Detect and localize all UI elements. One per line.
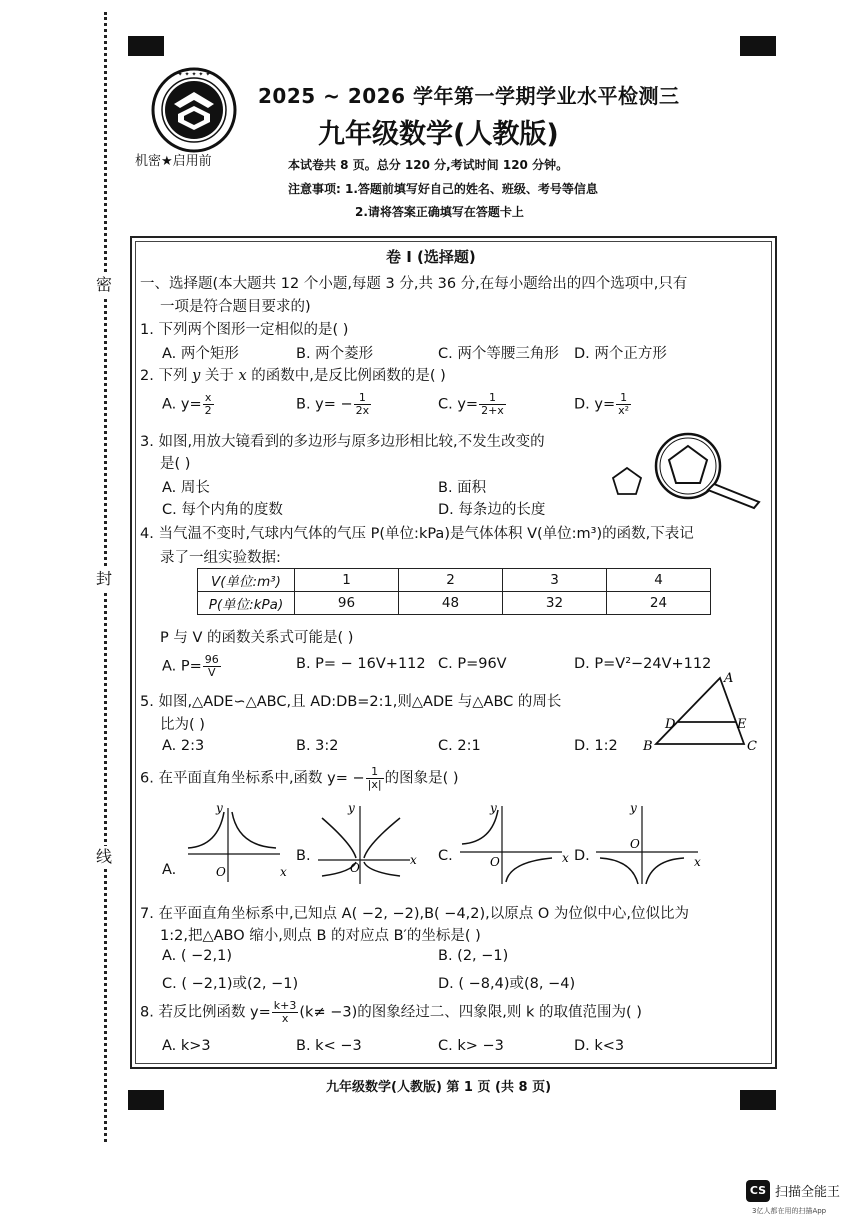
q4-stem-3: P 与 V 的函数关系式可能是( ) [160,630,354,646]
q7-option-d: D. ( −8,4)或(8, −4) [438,976,576,992]
q6-option-a[interactable]: A. [162,862,177,878]
q4-option-c: C. P=96V [438,656,507,672]
q8-option-d: D. k<3 [574,1038,625,1054]
exam-info-line3: 2.请将答案正确填写在答题卡上 [355,205,524,219]
page-footer: 九年级数学(人教版) 第 1 页 (共 8 页) [326,1080,552,1095]
q5-stem-2: 比为( ) [160,717,205,733]
q6-b-axis-y: y [348,801,355,815]
exam-subject: 九年级数学(人教版) [318,119,559,150]
seal-char-mi: 密 [96,275,113,294]
q6-a-axis-x: x [280,865,287,879]
q6-a-origin: O [216,865,226,879]
table-cell: 24 [607,592,711,615]
q6-c-axis-y: y [490,801,497,815]
table-cell: 1 [295,569,399,592]
section-intro-1: 一、选择题(本大题共 12 个小题,每题 3 分,共 36 分,在每小题给出的四个选项中,只有 [140,276,688,292]
q6-stem: 6. 在平面直角坐标系中,函数 y= − $\frac{1}{|x|}$ 的图象是( ) [140,765,459,791]
scanner-tagline: 3亿人都在用的扫描App [752,1207,827,1215]
table-cell: 48 [399,592,503,615]
q7-option-b: B. (2, −1) [438,948,509,964]
q6-option-c[interactable]: C. [438,848,453,864]
q3-option-c: C. 每个内角的度数 [162,502,283,518]
section-title: 卷 I (选择题) [386,248,476,266]
exam-info-line1: 本试卷共 8 页。总分 120 分,考试时间 120 分钟。 [288,158,569,172]
school-seal-logo [150,66,238,154]
table-row [198,592,711,615]
q6-d-origin: O [630,837,640,851]
q4-stem-2: 录了一组实验数据: [160,550,281,566]
q4-option-d: D. P=V²−24V+112 [574,656,712,672]
q2-stem: 2. 下列 y 关于 x 的函数中,是反比例函数的是( ) [140,368,446,384]
q3-stem-1: 3. 如图,用放大镜看到的多边形与原多边形相比较,不发生改变的 [140,434,545,450]
q7-option-a: A. ( −2,1) [162,948,233,964]
q6-option-b[interactable]: B. [296,848,311,864]
q1-option-c: C. 两个等腰三角形 [438,346,559,362]
q8-option-a: A. k>3 [162,1038,211,1054]
q3-stem-2: 是( ) [160,456,191,472]
q5-option-c: C. 2:1 [438,738,481,754]
q7-stem-2: 1:2,把△ABO 缩小,则点 B 的对应点 B′的坐标是( ) [160,928,481,944]
q6-graph-d [588,800,708,886]
q6-d-axis-y: y [630,801,637,815]
q6-d-axis-x: x [694,855,701,869]
q6-a-axis-y: y [216,801,223,815]
q2-option-a: A. y= $\frac{x}{2}$ [162,391,212,417]
q1-stem: 1. 下列两个图形一定相似的是( ) [140,322,349,338]
section-intro-2: 一项是符合题目要求的) [160,299,311,315]
q6-graph-c [452,800,572,886]
q5-stem-1: 5. 如图,△ADE∽△ABC,且 AD:DB=2:1,则△ADE 与△ABC 的周长 [140,694,562,710]
q2-option-d: D. y= $\frac{1}{\text{x²}}$ [574,391,630,417]
table-cell: 96 [295,592,399,615]
q4-option-b: B. P= − 16V+112 [296,656,426,672]
scanner-logo: CS [746,1180,770,1202]
q8-option-c: C. k> −3 [438,1038,504,1054]
q3-option-b: B. 面积 [438,480,487,496]
q7-stem-1: 7. 在平面直角坐标系中,已知点 A( −2, −2),B( −4,2),以原点 O 为位似中心,位似比为 [140,906,690,922]
exam-info-line2: 注意事项: 1.答题前填写好自己的姓名、班级、考号等信息 [288,182,598,196]
table-row [198,569,711,592]
q3-option-a: A. 周长 [162,480,210,496]
scanner-app-name: 扫描全能王 [775,1185,841,1200]
registration-mark-top-right [740,36,776,56]
q5-triangle-figure [640,668,764,756]
q6-c-origin: O [490,855,500,869]
registration-mark-bottom-right [740,1090,776,1110]
q5-option-b: B. 3:2 [296,738,339,754]
table-cell: 32 [503,592,607,615]
q5-label-c: C [747,739,757,754]
q5-option-d: D. 1:2 [574,738,618,754]
q8-option-b: B. k< −3 [296,1038,362,1054]
q6-b-axis-x: x [410,853,417,867]
q8-stem: 8. 若反比例函数 y= $\frac{k+3}{x}$ (k≠ −3)的图象经过二、四象限,则 k 的取值范围为( ) [140,999,642,1025]
q4-stem-1: 4. 当气温不变时,气球内气体的气压 P(单位:kPa)是气体体积 V(单位:m³)的函数,下表记 [140,526,694,542]
confidential-label: 机密★启用前 [135,154,212,169]
q6-b-origin: O [350,861,360,875]
exam-title: 2025 ~ 2026 学年第一学期学业水平检测三 [258,84,680,108]
q5-label-d: D [665,717,676,732]
q6-graph-b [310,800,420,886]
registration-mark-bottom-left [128,1090,164,1110]
q2-option-b: B. y= − $\frac{1}{2x}$ [296,391,370,417]
q5-label-b: B [643,739,653,754]
seal-char-xian: 线 [96,847,113,866]
table-header-p: P(单位:kPa) [198,592,295,615]
q1-option-b: B. 两个菱形 [296,346,374,362]
table-cell: 4 [607,569,711,592]
q6-c-axis-x: x [562,851,569,865]
registration-mark-top-left [128,36,164,56]
table-cell: 3 [503,569,607,592]
q6-graph-a [180,800,290,886]
q2-option-c: C. y= $\frac{1}{2+x}$ [438,391,504,417]
q5-option-a: A. 2:3 [162,738,205,754]
q3-magnifier-figure [604,428,766,514]
q5-label-e: E [737,717,747,732]
q6-option-d[interactable]: D. [574,848,590,864]
q7-option-c: C. ( −2,1)或(2, −1) [162,976,299,992]
q4-data-table [197,568,711,615]
q3-option-d: D. 每条边的长度 [438,502,546,518]
seal-char-feng: 封 [96,569,113,588]
table-header-v: V(单位:m³) [198,569,295,592]
q1-option-d: D. 两个正方形 [574,346,667,362]
q5-label-a: A [724,671,734,686]
q1-option-a: A. 两个矩形 [162,346,239,362]
table-cell: 2 [399,569,503,592]
q4-option-a: A. P= $\frac{96}{V}$ [162,653,219,679]
svg-text:✦ ✦ ✦ ✦ ✦: ✦ ✦ ✦ ✦ ✦ [177,71,211,78]
